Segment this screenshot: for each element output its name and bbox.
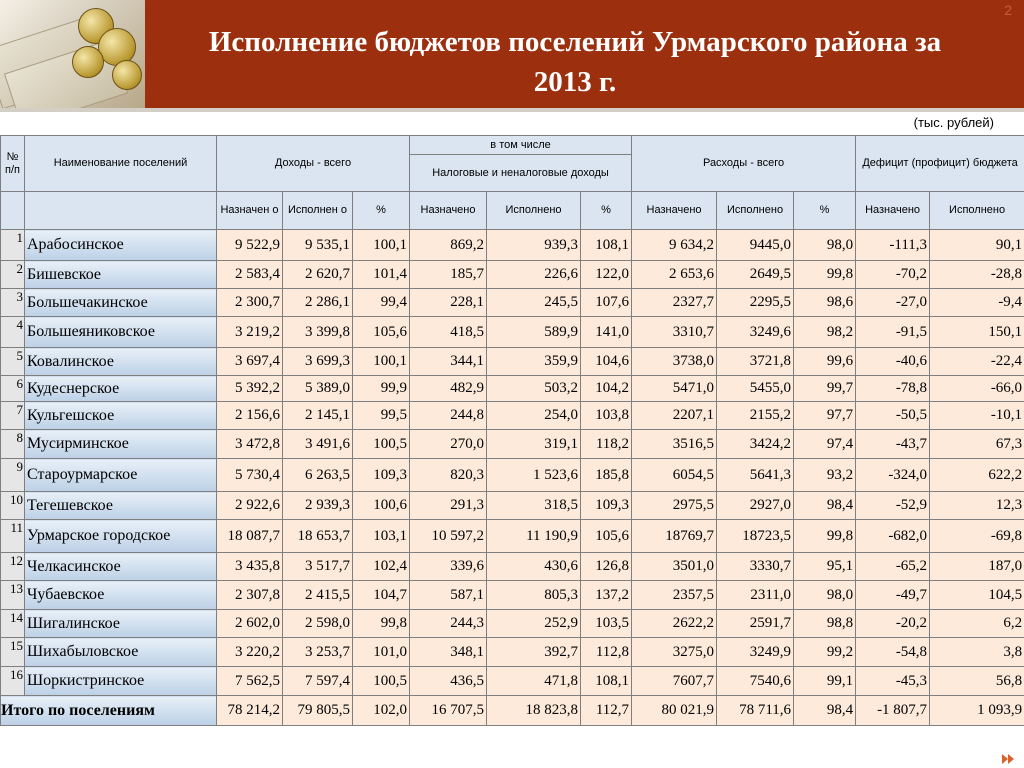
row-number: 7: [1, 402, 25, 430]
table-row: [1, 492, 1024, 520]
value-cell: 2 145,1: [283, 402, 353, 430]
value-cell: 99,6: [794, 348, 856, 376]
total-value-cell: 79 805,5: [283, 696, 353, 726]
value-cell: 122,0: [581, 261, 632, 289]
value-cell: -50,5: [856, 402, 930, 430]
total-label: Итого по поселениям: [1, 696, 217, 726]
value-cell: 805,3: [487, 581, 581, 610]
row-number: 8: [1, 430, 25, 459]
value-cell: 3 399,8: [283, 317, 353, 348]
value-cell: 3 472,8: [217, 430, 283, 459]
value-cell: 100,1: [353, 348, 410, 376]
value-cell: 3 435,8: [217, 553, 283, 581]
value-cell: 344,1: [410, 348, 487, 376]
header-expenses: Расходы - всего: [632, 136, 856, 192]
value-cell: 2 939,3: [283, 492, 353, 520]
value-cell: -22,4: [930, 348, 1024, 376]
value-cell: -9,4: [930, 289, 1024, 317]
value-cell: 99,7: [794, 376, 856, 402]
value-cell: 98,6: [794, 289, 856, 317]
value-cell: 436,5: [410, 667, 487, 696]
row-number: 3: [1, 289, 25, 317]
table-row: [1, 402, 1024, 430]
value-cell: 3 697,4: [217, 348, 283, 376]
value-cell: 101,4: [353, 261, 410, 289]
settlement-name: Кульгешское: [25, 402, 217, 430]
value-cell: -27,0: [856, 289, 930, 317]
subheader-percent: %: [353, 192, 410, 230]
value-cell: 101,0: [353, 638, 410, 667]
settlement-name: Мусирминское: [25, 430, 217, 459]
subheader-assigned: Назначен о: [217, 192, 283, 230]
value-cell: 3249,6: [717, 317, 794, 348]
title-line-2: 2013 г.: [533, 66, 617, 98]
table-row: [1, 289, 1024, 317]
value-cell: 107,6: [581, 289, 632, 317]
value-cell: 291,3: [410, 492, 487, 520]
value-cell: 2155,2: [717, 402, 794, 430]
value-cell: 109,3: [581, 492, 632, 520]
table-row: [1, 638, 1024, 667]
header-num: № п/п: [1, 136, 25, 192]
value-cell: 5471,0: [632, 376, 717, 402]
value-cell: 7 597,4: [283, 667, 353, 696]
value-cell: 104,7: [353, 581, 410, 610]
total-row: [1, 696, 1024, 726]
value-cell: 99,2: [794, 638, 856, 667]
value-cell: 319,1: [487, 430, 581, 459]
subheader-percent: %: [794, 192, 856, 230]
row-number: 9: [1, 459, 25, 492]
settlement-name: Кудеснерское: [25, 376, 217, 402]
value-cell: 339,6: [410, 553, 487, 581]
value-cell: 98,8: [794, 610, 856, 638]
settlement-name: Тегешевское: [25, 492, 217, 520]
table-row: [1, 317, 1024, 348]
title-banner: [0, 0, 1024, 112]
total-value-cell: 1 093,9: [930, 696, 1024, 726]
value-cell: 471,8: [487, 667, 581, 696]
value-cell: 2327,7: [632, 289, 717, 317]
table-row: [1, 520, 1024, 553]
subheader-assigned: Назначено: [856, 192, 930, 230]
value-cell: 587,1: [410, 581, 487, 610]
settlement-name: Большечакинское: [25, 289, 217, 317]
value-cell: -66,0: [930, 376, 1024, 402]
value-cell: 97,4: [794, 430, 856, 459]
value-cell: 9 535,1: [283, 230, 353, 261]
table-row: [1, 430, 1024, 459]
value-cell: 2 653,6: [632, 261, 717, 289]
value-cell: 90,1: [930, 230, 1024, 261]
value-cell: 820,3: [410, 459, 487, 492]
value-cell: 2975,5: [632, 492, 717, 520]
value-cell: 2927,0: [717, 492, 794, 520]
value-cell: 348,1: [410, 638, 487, 667]
value-cell: 187,0: [930, 553, 1024, 581]
value-cell: 3275,0: [632, 638, 717, 667]
settlement-name: Бишевское: [25, 261, 217, 289]
settlement-name: Чубаевское: [25, 581, 217, 610]
value-cell: 98,0: [794, 230, 856, 261]
value-cell: 98,0: [794, 581, 856, 610]
value-cell: 100,1: [353, 230, 410, 261]
value-cell: 2 620,7: [283, 261, 353, 289]
value-cell: 99,8: [353, 610, 410, 638]
row-number: 12: [1, 553, 25, 581]
coin-image: [72, 46, 104, 78]
value-cell: -111,3: [856, 230, 930, 261]
row-number: 1: [1, 230, 25, 261]
value-cell: 18 653,7: [283, 520, 353, 553]
value-cell: 67,3: [930, 430, 1024, 459]
value-cell: 2591,7: [717, 610, 794, 638]
value-cell: 99,8: [794, 520, 856, 553]
total-value-cell: 78 711,6: [717, 696, 794, 726]
value-cell: 109,3: [353, 459, 410, 492]
row-number: 6: [1, 376, 25, 402]
value-cell: 7607,7: [632, 667, 717, 696]
value-cell: 98,4: [794, 492, 856, 520]
total-value-cell: 18 823,8: [487, 696, 581, 726]
value-cell: 18723,5: [717, 520, 794, 553]
value-cell: 99,8: [794, 261, 856, 289]
value-cell: 5 392,2: [217, 376, 283, 402]
value-cell: 2357,5: [632, 581, 717, 610]
subheader-assigned: Назначено: [632, 192, 717, 230]
value-cell: 11 190,9: [487, 520, 581, 553]
total-value-cell: 102,0: [353, 696, 410, 726]
value-cell: 244,3: [410, 610, 487, 638]
table-row: [1, 348, 1024, 376]
value-cell: -28,8: [930, 261, 1024, 289]
subheader-executed: Исполнено: [487, 192, 581, 230]
value-cell: -682,0: [856, 520, 930, 553]
value-cell: -10,1: [930, 402, 1024, 430]
value-cell: 359,9: [487, 348, 581, 376]
value-cell: 589,9: [487, 317, 581, 348]
next-slide-arrow-icon[interactable]: [1002, 754, 1014, 764]
value-cell: 104,5: [930, 581, 1024, 610]
settlement-name: Шихабыловское: [25, 638, 217, 667]
header-name: Наименование поселений: [25, 136, 217, 192]
value-cell: -70,2: [856, 261, 930, 289]
value-cell: 97,7: [794, 402, 856, 430]
subheader-executed: Исполнено: [717, 192, 794, 230]
value-cell: -52,9: [856, 492, 930, 520]
value-cell: 3424,2: [717, 430, 794, 459]
value-cell: 126,8: [581, 553, 632, 581]
value-cell: 2295,5: [717, 289, 794, 317]
value-cell: 103,8: [581, 402, 632, 430]
value-cell: -20,2: [856, 610, 930, 638]
table-body: [1, 230, 1024, 726]
value-cell: 141,0: [581, 317, 632, 348]
value-cell: 3721,8: [717, 348, 794, 376]
header-blank: [25, 192, 217, 230]
value-cell: 105,6: [353, 317, 410, 348]
value-cell: 3 699,3: [283, 348, 353, 376]
value-cell: 7 562,5: [217, 667, 283, 696]
value-cell: 100,5: [353, 430, 410, 459]
value-cell: -40,6: [856, 348, 930, 376]
value-cell: 185,7: [410, 261, 487, 289]
value-cell: 6,2: [930, 610, 1024, 638]
row-number: 11: [1, 520, 25, 553]
units-label: (тыс. рублей): [913, 115, 994, 130]
subheader-percent: %: [581, 192, 632, 230]
value-cell: 10 597,2: [410, 520, 487, 553]
settlement-name: Шоркистринское: [25, 667, 217, 696]
value-cell: 6054,5: [632, 459, 717, 492]
budget-table: [0, 135, 1024, 726]
value-cell: 5 389,0: [283, 376, 353, 402]
header-deficit: Дефицит (профицит) бюджета: [856, 136, 1024, 192]
settlement-name: Шигалинское: [25, 610, 217, 638]
value-cell: 3 220,2: [217, 638, 283, 667]
value-cell: 118,2: [581, 430, 632, 459]
table-row: [1, 230, 1024, 261]
value-cell: 3516,5: [632, 430, 717, 459]
value-cell: 482,9: [410, 376, 487, 402]
total-value-cell: -1 807,7: [856, 696, 930, 726]
value-cell: 3 517,7: [283, 553, 353, 581]
value-cell: -54,8: [856, 638, 930, 667]
value-cell: 622,2: [930, 459, 1024, 492]
value-cell: 99,1: [794, 667, 856, 696]
coin-image: [112, 60, 142, 90]
value-cell: 2 583,4: [217, 261, 283, 289]
value-cell: 2 307,8: [217, 581, 283, 610]
value-cell: -65,2: [856, 553, 930, 581]
value-cell: 430,6: [487, 553, 581, 581]
settlement-name: Челкасинское: [25, 553, 217, 581]
value-cell: 100,5: [353, 667, 410, 696]
settlement-name: Староурмарское: [25, 459, 217, 492]
value-cell: 93,2: [794, 459, 856, 492]
value-cell: 2 286,1: [283, 289, 353, 317]
value-cell: 56,8: [930, 667, 1024, 696]
value-cell: 3249,9: [717, 638, 794, 667]
value-cell: 318,5: [487, 492, 581, 520]
value-cell: 137,2: [581, 581, 632, 610]
header-blank: [1, 192, 25, 230]
value-cell: 9 634,2: [632, 230, 717, 261]
value-cell: 2 602,0: [217, 610, 283, 638]
value-cell: 2 598,0: [283, 610, 353, 638]
value-cell: 2 415,5: [283, 581, 353, 610]
value-cell: -45,3: [856, 667, 930, 696]
value-cell: 112,8: [581, 638, 632, 667]
value-cell: 6 263,5: [283, 459, 353, 492]
value-cell: 2 156,6: [217, 402, 283, 430]
subheader-executed: Исполнен о: [283, 192, 353, 230]
table-row: [1, 610, 1024, 638]
value-cell: 244,8: [410, 402, 487, 430]
value-cell: 5641,3: [717, 459, 794, 492]
settlement-name: Урмарское городское: [25, 520, 217, 553]
value-cell: 254,0: [487, 402, 581, 430]
value-cell: 103,5: [581, 610, 632, 638]
value-cell: 252,9: [487, 610, 581, 638]
value-cell: 9 522,9: [217, 230, 283, 261]
title-line-1: Исполнение бюджетов поселений Урмарского района за: [208, 26, 942, 58]
total-value-cell: 98,4: [794, 696, 856, 726]
value-cell: 18 087,7: [217, 520, 283, 553]
value-cell: -324,0: [856, 459, 930, 492]
value-cell: 2 922,6: [217, 492, 283, 520]
value-cell: 105,6: [581, 520, 632, 553]
value-cell: 245,5: [487, 289, 581, 317]
value-cell: 95,1: [794, 553, 856, 581]
header-including: в том числе: [410, 136, 632, 155]
value-cell: 2207,1: [632, 402, 717, 430]
settlement-name: Арабосинское: [25, 230, 217, 261]
value-cell: 3330,7: [717, 553, 794, 581]
value-cell: 3 253,7: [283, 638, 353, 667]
settlement-name: Ковалинское: [25, 348, 217, 376]
subheader-assigned: Назначено: [410, 192, 487, 230]
row-number: 13: [1, 581, 25, 610]
value-cell: 99,9: [353, 376, 410, 402]
row-number: 2: [1, 261, 25, 289]
value-cell: 939,3: [487, 230, 581, 261]
value-cell: 9445,0: [717, 230, 794, 261]
subheader-executed: Исполнено: [930, 192, 1024, 230]
value-cell: 150,1: [930, 317, 1024, 348]
total-value-cell: 112,7: [581, 696, 632, 726]
value-cell: -49,7: [856, 581, 930, 610]
total-value-cell: 78 214,2: [217, 696, 283, 726]
value-cell: 108,1: [581, 230, 632, 261]
table-row: [1, 667, 1024, 696]
value-cell: 3738,0: [632, 348, 717, 376]
value-cell: 7540,6: [717, 667, 794, 696]
value-cell: 18769,7: [632, 520, 717, 553]
value-cell: 418,5: [410, 317, 487, 348]
value-cell: 99,4: [353, 289, 410, 317]
header-income-total: Доходы - всего: [217, 136, 410, 192]
value-cell: 2649,5: [717, 261, 794, 289]
header-tax-income: Налоговые и неналоговые доходы: [410, 155, 632, 192]
value-cell: 270,0: [410, 430, 487, 459]
value-cell: 3310,7: [632, 317, 717, 348]
value-cell: 103,1: [353, 520, 410, 553]
value-cell: -69,8: [930, 520, 1024, 553]
value-cell: 228,1: [410, 289, 487, 317]
value-cell: 98,2: [794, 317, 856, 348]
value-cell: 392,7: [487, 638, 581, 667]
table-row: [1, 376, 1024, 402]
row-number: 15: [1, 638, 25, 667]
row-number: 16: [1, 667, 25, 696]
row-number: 14: [1, 610, 25, 638]
value-cell: -78,8: [856, 376, 930, 402]
value-cell: 3 491,6: [283, 430, 353, 459]
total-value-cell: 80 021,9: [632, 696, 717, 726]
table-row: [1, 581, 1024, 610]
slide-number: 2: [1004, 2, 1012, 18]
value-cell: 2 300,7: [217, 289, 283, 317]
table-row: [1, 459, 1024, 492]
table-row: [1, 261, 1024, 289]
value-cell: -43,7: [856, 430, 930, 459]
row-number: 10: [1, 492, 25, 520]
value-cell: 100,6: [353, 492, 410, 520]
value-cell: 5455,0: [717, 376, 794, 402]
value-cell: 503,2: [487, 376, 581, 402]
value-cell: 1 523,6: [487, 459, 581, 492]
settlement-name: Большеяниковское: [25, 317, 217, 348]
value-cell: 3501,0: [632, 553, 717, 581]
total-value-cell: 16 707,5: [410, 696, 487, 726]
value-cell: 104,2: [581, 376, 632, 402]
table-row: [1, 553, 1024, 581]
value-cell: 2311,0: [717, 581, 794, 610]
value-cell: 12,3: [930, 492, 1024, 520]
value-cell: 102,4: [353, 553, 410, 581]
value-cell: 99,5: [353, 402, 410, 430]
value-cell: 108,1: [581, 667, 632, 696]
value-cell: -91,5: [856, 317, 930, 348]
row-number: 5: [1, 348, 25, 376]
slide-title: [150, 22, 1000, 102]
value-cell: 185,8: [581, 459, 632, 492]
value-cell: 226,6: [487, 261, 581, 289]
money-illustration: [0, 0, 145, 108]
value-cell: 869,2: [410, 230, 487, 261]
row-number: 4: [1, 317, 25, 348]
value-cell: 2622,2: [632, 610, 717, 638]
value-cell: 104,6: [581, 348, 632, 376]
value-cell: 3,8: [930, 638, 1024, 667]
value-cell: 3 219,2: [217, 317, 283, 348]
value-cell: 5 730,4: [217, 459, 283, 492]
